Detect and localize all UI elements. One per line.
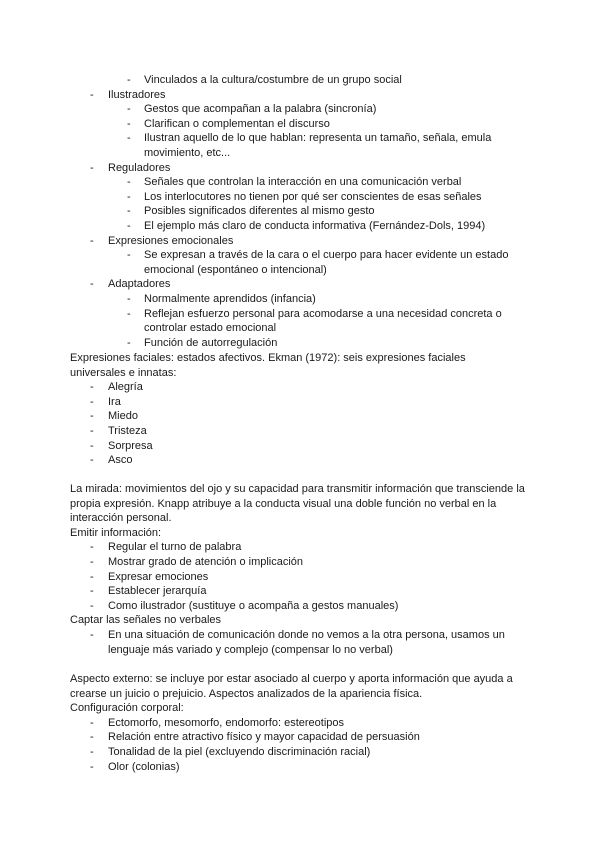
list-item: [0, 540, 600, 555]
bullet-dash: -: [127, 336, 131, 349]
bullet-dash: -: [90, 381, 94, 394]
bullet-dash: -: [127, 219, 131, 232]
bullet-dash: -: [90, 88, 94, 101]
list-item: [0, 716, 600, 731]
list-item: [0, 599, 600, 614]
list-item-text: Olor (colonias): [108, 760, 180, 773]
bullet-dash: -: [90, 234, 94, 247]
list-item-text: Señales que controlan la interacción en una comunicación verbal: [144, 176, 462, 189]
bullet-dash: -: [90, 278, 94, 291]
list-item-text: Ilustran aquello de lo que hablan: representa un tamaño, señala, emula movimiento, etc...: [144, 132, 492, 159]
category-label: Expresiones emocionales: [108, 234, 234, 247]
list-item: [0, 131, 600, 160]
subheading-text: Captar las señales no verbales: [70, 614, 222, 627]
bullet-dash: -: [127, 205, 131, 218]
list-item: [0, 307, 600, 336]
list-item-text: Ectomorfo, mesomorfo, endomorfo: estereotipos: [108, 716, 344, 729]
list-item-text: En una situación de comunicación donde no vemos a la otra persona, usamos un lenguaje más variado y complejo (compensar lo no verbal): [108, 628, 505, 656]
list-item: [0, 336, 600, 351]
bullet-dash: -: [127, 103, 131, 116]
paragraph: Aspecto externo: se incluye por estar asociado al cuerpo y aporta información que ayuda a crearse un juicio o prejuicio. Aspectos analizados de la apariencia física.: [70, 673, 513, 700]
list-item-text: Ira: [108, 395, 121, 408]
list-item-text: Vinculados a la cultura/costumbre de un grupo social: [144, 74, 402, 86]
list-item: [0, 219, 600, 234]
list-item: [0, 730, 600, 745]
gesture-types-list: [0, 73, 600, 350]
category-label: Adaptadores: [108, 278, 171, 291]
bullet-dash: -: [90, 161, 94, 174]
list-item-text: Establecer jerarquía: [108, 585, 207, 598]
list-item: [0, 424, 600, 439]
list-item-text: Relación entre atractivo físico y mayor capacidad de persuasión: [108, 731, 420, 744]
category-adaptadores: [0, 277, 600, 292]
bullet-dash: -: [90, 716, 94, 729]
category-expresiones-emocionales: [0, 234, 600, 249]
list-item: [0, 760, 600, 775]
subheading-captar: [0, 613, 600, 628]
list-item-text: Se expresan a través de la cara o el cuerpo para hacer evidente un estado emocional (espontáneo o intencional): [144, 249, 509, 276]
list-item: [0, 584, 600, 599]
list-item-text: El ejemplo más claro de conducta informativa (Fernández-Dols, 1994): [144, 219, 486, 232]
list-item-text: Tristeza: [108, 424, 147, 437]
subheading-text: Emitir información:: [70, 526, 162, 539]
bullet-dash: -: [127, 307, 131, 320]
gaze-section: [0, 482, 600, 657]
list-item: [0, 555, 600, 570]
list-item-text: Función de autorregulación: [144, 336, 278, 349]
list-item: [0, 175, 600, 190]
subheading-configuracion: [0, 701, 600, 716]
list-item: [0, 409, 600, 424]
list-item: [0, 292, 600, 307]
bullet-dash: -: [127, 190, 131, 203]
bullet-dash: -: [127, 132, 131, 145]
bullet-dash: -: [90, 541, 94, 554]
list-item-text: Los interlocutores no tienen por qué ser conscientes de esas señales: [144, 190, 482, 203]
list-item-text: Miedo: [108, 410, 138, 423]
list-item: [0, 73, 600, 88]
bullet-dash: -: [90, 395, 94, 408]
bullet-dash: -: [90, 731, 94, 744]
bullet-dash: -: [90, 454, 94, 467]
appearance-section: [0, 672, 600, 774]
bullet-dash: -: [90, 555, 94, 568]
list-item: [0, 204, 600, 219]
bullet-dash: -: [127, 292, 131, 305]
paragraph: La mirada: movimientos del ojo y su capacidad para transmitir información que transciende la propia expresión. Knapp atribuye a la conducta visual una doble función no verbal en la interacción personal.: [70, 483, 525, 525]
bullet-dash: -: [127, 117, 131, 130]
bullet-dash: -: [90, 585, 94, 598]
list-item-text: Gestos que acompañan a la palabra (sincronía): [144, 103, 377, 116]
bullet-dash: -: [90, 439, 94, 452]
list-item-text: Alegría: [108, 381, 143, 394]
list-item: [0, 117, 600, 132]
list-item-text: Normalmente aprendidos (infancia): [144, 292, 316, 305]
category-label: Reguladores: [108, 161, 171, 174]
bullet-dash: -: [90, 760, 94, 773]
bullet-dash: -: [90, 599, 94, 612]
list-item: [0, 380, 600, 395]
subheading-text: Configuración corporal:: [70, 702, 184, 715]
list-item-text: Mostrar grado de atención o implicación: [108, 555, 304, 568]
list-item: [0, 395, 600, 410]
list-item-text: Expresar emociones: [108, 570, 209, 583]
list-item-text: Regular el turno de palabra: [108, 541, 242, 554]
bullet-dash: -: [127, 249, 131, 262]
bullet-dash: -: [90, 570, 94, 583]
list-item: [0, 453, 600, 468]
list-item: [0, 248, 600, 277]
bullet-dash: -: [90, 745, 94, 758]
subheading-emitir: [0, 526, 600, 541]
list-item: [0, 628, 600, 657]
facial-expressions-section: [0, 351, 600, 468]
list-item: [0, 570, 600, 585]
list-item-text: Sorpresa: [108, 439, 153, 452]
list-item-text: Posibles significados diferentes al mismo gesto: [144, 205, 375, 218]
list-item-text: Tonalidad de la piel (excluyendo discriminación racial): [108, 745, 371, 758]
category-ilustradores: [0, 88, 600, 103]
bullet-dash: -: [90, 410, 94, 423]
bullet-dash: -: [127, 74, 131, 86]
bullet-dash: -: [127, 176, 131, 189]
category-label: Ilustradores: [108, 88, 166, 101]
section-heading: Expresiones faciales: estados afectivos. Ekman (1972): seis expresiones faciales universales e innatas:: [70, 352, 466, 379]
list-item: [0, 190, 600, 205]
list-item-text: Clarifican o complementan el discurso: [144, 117, 330, 130]
bullet-dash: -: [90, 628, 94, 641]
list-item-text: Reflejan esfuerzo personal para acomodarse a una necesidad concreta o controlar estado emocional: [144, 307, 502, 335]
bullet-dash: -: [90, 424, 94, 437]
list-item-text: Asco: [108, 454, 133, 467]
category-reguladores: [0, 161, 600, 176]
list-item: [0, 439, 600, 454]
list-item: [0, 102, 600, 117]
list-item-text: Como ilustrador (sustituye o acompaña a gestos manuales): [108, 599, 399, 612]
list-item: [0, 745, 600, 760]
